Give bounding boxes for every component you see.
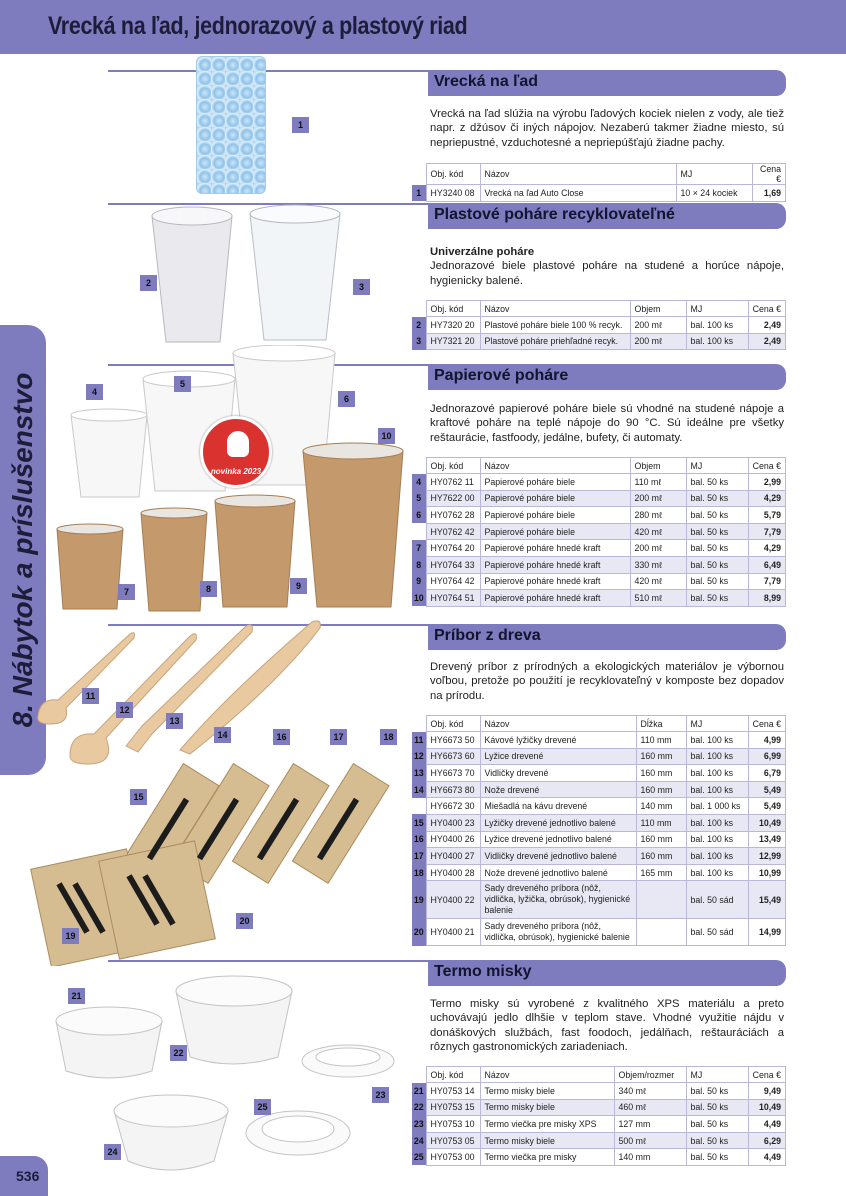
item-number: 7 xyxy=(412,540,426,557)
table-row xyxy=(412,814,786,831)
product-table-plastic xyxy=(412,300,786,350)
table-cell: bal. 50 ks xyxy=(686,474,748,491)
table-cell: Vidličky drevené jednotlivo balené xyxy=(480,848,636,865)
table-row xyxy=(412,590,786,607)
section-rule xyxy=(108,960,428,962)
table-row xyxy=(412,540,786,557)
table-cell: 200 mℓ xyxy=(630,333,686,350)
table-cell: Papierové poháre hnedé kraft xyxy=(480,556,630,573)
price-cell: 15,49 xyxy=(748,881,786,919)
item-number: 24 xyxy=(412,1132,426,1149)
item-number: 10 xyxy=(412,590,426,607)
image-label: 11 xyxy=(82,688,99,704)
item-number: 4 xyxy=(412,474,426,491)
price-cell: 9,49 xyxy=(748,1083,786,1100)
item-number: 19 xyxy=(412,881,426,919)
item-number: 20 xyxy=(412,919,426,946)
section-header-thermo xyxy=(428,960,786,986)
image-label: 12 xyxy=(116,702,133,718)
table-cell: Plastové poháre biele 100 % recyk. xyxy=(480,317,630,334)
section-header-wood xyxy=(428,624,786,650)
table-cell xyxy=(636,919,686,946)
table-cell: Nože drevené xyxy=(480,781,636,798)
table-row xyxy=(412,573,786,590)
section-rule xyxy=(108,70,428,72)
table-cell: HY3240 08 xyxy=(426,185,480,202)
page-number-box xyxy=(0,1156,48,1196)
table-row xyxy=(412,831,786,848)
table-cell: HY6673 60 xyxy=(426,748,480,765)
table-cell: 280 mℓ xyxy=(630,507,686,524)
column-header xyxy=(412,716,426,732)
item-number: 2 xyxy=(412,317,426,334)
column-header xyxy=(412,1067,426,1083)
table-cell: 160 mm xyxy=(636,781,686,798)
lightbulb-icon xyxy=(227,431,249,457)
image-label: 21 xyxy=(68,988,85,1004)
table-cell: bal. 100 ks xyxy=(686,317,748,334)
table-row xyxy=(412,919,786,946)
table-cell: Papierové poháre biele xyxy=(480,474,630,491)
price-cell: 14,99 xyxy=(748,919,786,946)
price-cell: 10,99 xyxy=(748,864,786,881)
price-cell: 6,79 xyxy=(748,765,786,782)
price-cell: 2,49 xyxy=(748,333,786,350)
price-cell: 4,49 xyxy=(748,1149,786,1166)
table-cell: HY0400 22 xyxy=(426,881,480,919)
page-number: 536 xyxy=(16,1168,40,1184)
item-number: 6 xyxy=(412,507,426,524)
table-row xyxy=(412,881,786,919)
table-cell: HY0762 28 xyxy=(426,507,480,524)
image-label: 9 xyxy=(290,578,307,594)
table-cell: HY0764 20 xyxy=(426,540,480,557)
column-header: Cena € xyxy=(752,164,786,185)
section-header-ice xyxy=(428,70,786,96)
section-title: Termo misky xyxy=(434,963,532,980)
table-row xyxy=(412,185,786,202)
table-cell: Papierové poháre biele xyxy=(480,523,630,540)
table-cell: Termo viečka pre misky xyxy=(480,1149,614,1166)
table-row xyxy=(412,1099,786,1116)
table-cell: HY0753 10 xyxy=(426,1116,480,1133)
table-row xyxy=(412,732,786,749)
table-cell: 420 mℓ xyxy=(630,523,686,540)
image-label: 5 xyxy=(174,376,191,392)
item-number: 12 xyxy=(412,748,426,765)
table-cell: 160 mm xyxy=(636,748,686,765)
image-label: 22 xyxy=(170,1045,187,1061)
column-header: Názov xyxy=(480,301,630,317)
table-row xyxy=(412,556,786,573)
table-cell: HY0764 33 xyxy=(426,556,480,573)
section-desc-wood: Drevený príbor z prírodných a ekologických materiálov je výbornou voľbou, pretože po použití je recyklovateľný v komposte bez dopadov na prírodu. xyxy=(430,661,784,702)
table-cell: HY0753 14 xyxy=(426,1083,480,1100)
price-cell: 13,49 xyxy=(748,831,786,848)
column-header: Obj. kód xyxy=(426,716,480,732)
item-number: 22 xyxy=(412,1099,426,1116)
table-cell: Nože drevené jednotlivo balené xyxy=(480,864,636,881)
table-cell: 460 mℓ xyxy=(614,1099,686,1116)
column-header: Názov xyxy=(480,458,630,474)
table-cell: HY0762 42 xyxy=(426,523,480,540)
image-label: 14 xyxy=(214,727,231,743)
table-cell: bal. 100 ks xyxy=(686,765,748,782)
column-header: Cena € xyxy=(748,716,786,732)
table-row xyxy=(412,474,786,491)
image-label: 17 xyxy=(330,729,347,745)
price-cell: 5,49 xyxy=(748,781,786,798)
table-row xyxy=(412,490,786,507)
table-cell: bal. 50 ks xyxy=(686,1132,748,1149)
table-cell: HY0753 00 xyxy=(426,1149,480,1166)
table-row xyxy=(412,781,786,798)
column-header: MJ xyxy=(686,1067,748,1083)
table-cell: bal. 100 ks xyxy=(686,333,748,350)
image-label: 2 xyxy=(140,275,157,291)
price-cell: 2,49 xyxy=(748,317,786,334)
image-label: 15 xyxy=(130,789,147,805)
item-number: 18 xyxy=(412,864,426,881)
table-cell: 110 mm xyxy=(636,732,686,749)
table-cell: bal. 50 sád xyxy=(686,881,748,919)
table-cell: bal. 100 ks xyxy=(686,814,748,831)
table-cell: 340 mℓ xyxy=(614,1083,686,1100)
table-cell: Kávové lyžičky drevené xyxy=(480,732,636,749)
table-cell: HY0400 21 xyxy=(426,919,480,946)
item-number: 21 xyxy=(412,1083,426,1100)
image-label: 23 xyxy=(372,1087,389,1103)
image-label: 10 xyxy=(378,428,395,444)
table-cell: 127 mm xyxy=(614,1116,686,1133)
table-cell: HY0400 27 xyxy=(426,848,480,865)
price-cell: 4,29 xyxy=(748,540,786,557)
table-cell: 140 mm xyxy=(636,798,686,815)
image-label: 19 xyxy=(62,928,79,944)
item-number: 16 xyxy=(412,831,426,848)
price-cell: 12,99 xyxy=(748,848,786,865)
table-cell: HY0764 51 xyxy=(426,590,480,607)
top-banner xyxy=(0,0,846,54)
table-cell: bal. 50 ks xyxy=(686,1099,748,1116)
table-cell: Sady dreveného príbora (nôž, vidlička, obrúsok), hygienické balenie xyxy=(480,919,636,946)
price-cell: 6,49 xyxy=(748,556,786,573)
image-label: 16 xyxy=(273,729,290,745)
item-number: 15 xyxy=(412,814,426,831)
image-label: 8 xyxy=(200,581,217,597)
table-cell: Plastové poháre priehľadné recyk. xyxy=(480,333,630,350)
price-cell: 2,99 xyxy=(748,474,786,491)
image-label: 4 xyxy=(86,384,103,400)
table-cell: Termo viečka pre misky XPS xyxy=(480,1116,614,1133)
table-cell: HY7622 00 xyxy=(426,490,480,507)
item-number: 25 xyxy=(412,1149,426,1166)
column-header: Objem xyxy=(630,458,686,474)
section-desc-thermo: Termo misky sú vyrobené z kvalitného XPS materiálu a preto uchovávajú jedlo dlhšie v teplom stave. Vhodné využitie nájdu v donáškových službách, fast foodoch, jedálňach, reštauráciách a rôznych gastronomických zariadeniach. xyxy=(430,998,784,1054)
table-cell: HY7321 20 xyxy=(426,333,480,350)
table-cell: HY6673 80 xyxy=(426,781,480,798)
table-cell: Papierové poháre biele xyxy=(480,490,630,507)
table-row xyxy=(412,1132,786,1149)
table-cell: Miešadlá na kávu drevené xyxy=(480,798,636,815)
section-title: Plastové poháre recyklovateľné xyxy=(434,206,675,223)
section-desc-paper: Jednorazové papierové poháre biele sú vhodné na studené nápoje a kraftové poháre na teplé nápoje do 90 °C. Sú ideálne pre všetky reštaurácie, fastfoody, jedálne, bufety, či automaty. xyxy=(430,403,784,444)
price-cell: 4,99 xyxy=(748,732,786,749)
item-number xyxy=(412,798,426,815)
image-label: 24 xyxy=(104,1144,121,1160)
item-number: 1 xyxy=(412,185,426,202)
table-cell: bal. 50 sád xyxy=(686,919,748,946)
column-header: Cena € xyxy=(748,458,786,474)
table-row xyxy=(412,748,786,765)
product-table-paper xyxy=(412,457,786,607)
table-cell: HY0400 26 xyxy=(426,831,480,848)
table-cell: 500 mℓ xyxy=(614,1132,686,1149)
table-cell: bal. 100 ks xyxy=(686,864,748,881)
column-header: Objem xyxy=(630,301,686,317)
column-header: MJ xyxy=(686,301,748,317)
column-header xyxy=(412,458,426,474)
table-row xyxy=(412,848,786,865)
table-cell: bal. 50 ks xyxy=(686,573,748,590)
table-cell: Termo misky biele xyxy=(480,1099,614,1116)
table-cell: bal. 100 ks xyxy=(686,781,748,798)
column-header: Cena € xyxy=(748,301,786,317)
table-cell: 200 mℓ xyxy=(630,317,686,334)
item-number: 13 xyxy=(412,765,426,782)
plastic-cups-image xyxy=(140,200,350,350)
column-header: Cena € xyxy=(748,1067,786,1083)
column-header: Objem/rozmer xyxy=(614,1067,686,1083)
table-cell: bal. 50 ks xyxy=(686,1083,748,1100)
item-number: 17 xyxy=(412,848,426,865)
column-header: Obj. kód xyxy=(426,301,480,317)
price-cell: 1,69 xyxy=(752,185,786,202)
table-cell: bal. 100 ks xyxy=(686,748,748,765)
table-cell: HY0753 15 xyxy=(426,1099,480,1116)
table-cell: HY6672 30 xyxy=(426,798,480,815)
column-header: MJ xyxy=(686,458,748,474)
item-number: 8 xyxy=(412,556,426,573)
new-2023-badge xyxy=(200,416,272,488)
image-label: 7 xyxy=(118,584,135,600)
table-cell: Termo misky biele xyxy=(480,1083,614,1100)
item-number: 23 xyxy=(412,1116,426,1133)
table-cell: 420 mℓ xyxy=(630,573,686,590)
table-cell: Vrecká na ľad Auto Close xyxy=(480,185,676,202)
table-cell: Papierové poháre hnedé kraft xyxy=(480,573,630,590)
section-desc-plastic: Univerzálne poháre Jednorazové biele plastové poháre na studené a horúce nápoje, hygienicky balené. xyxy=(430,246,784,287)
table-row xyxy=(412,333,786,350)
column-header: Názov xyxy=(480,716,636,732)
product-table-ice xyxy=(412,163,786,202)
section-title: Príbor z dreva xyxy=(434,627,541,644)
table-cell: 110 mm xyxy=(636,814,686,831)
table-cell: bal. 100 ks xyxy=(686,831,748,848)
ice-bag-image xyxy=(196,56,266,194)
table-cell: bal. 1 000 ks xyxy=(686,798,748,815)
table-cell: 110 mℓ xyxy=(630,474,686,491)
column-header: Obj. kód xyxy=(426,1067,480,1083)
badge-text: novinka 2023 xyxy=(210,467,262,476)
table-row xyxy=(412,1083,786,1100)
table-row xyxy=(412,864,786,881)
price-cell: 8,99 xyxy=(748,590,786,607)
chapter-label: 8. Nábytok a príslušenstvo xyxy=(7,372,38,728)
item-number: 14 xyxy=(412,781,426,798)
table-cell: bal. 50 ks xyxy=(686,1116,748,1133)
table-row xyxy=(412,523,786,540)
table-cell: HY0400 23 xyxy=(426,814,480,831)
image-label: 3 xyxy=(353,279,370,295)
table-cell: 140 mm xyxy=(614,1149,686,1166)
price-cell: 4,29 xyxy=(748,490,786,507)
table-cell: 200 mℓ xyxy=(630,540,686,557)
table-cell: 160 mm xyxy=(636,848,686,865)
table-cell: 165 mm xyxy=(636,864,686,881)
column-header: Názov xyxy=(480,1067,614,1083)
column-header: Obj. kód xyxy=(426,164,480,185)
table-cell: HY0764 42 xyxy=(426,573,480,590)
table-cell: bal. 50 ks xyxy=(686,1149,748,1166)
price-cell: 10,49 xyxy=(748,814,786,831)
table-row xyxy=(412,1149,786,1166)
table-cell: 160 mm xyxy=(636,831,686,848)
product-table-thermo xyxy=(412,1066,786,1166)
section-header-paper xyxy=(428,364,786,390)
table-cell: Termo misky biele xyxy=(480,1132,614,1149)
image-label: 20 xyxy=(236,913,253,929)
price-cell: 6,29 xyxy=(748,1132,786,1149)
table-cell: bal. 50 ks xyxy=(686,556,748,573)
column-header: MJ xyxy=(686,716,748,732)
table-cell: Lyžice drevené jednotlivo balené xyxy=(480,831,636,848)
item-number: 5 xyxy=(412,490,426,507)
table-cell: 10 × 24 kociek xyxy=(676,185,752,202)
product-table-wood xyxy=(412,715,786,946)
image-label: 25 xyxy=(254,1099,271,1115)
table-cell: 330 mℓ xyxy=(630,556,686,573)
price-cell: 6,99 xyxy=(748,748,786,765)
table-cell: Lyžice drevené xyxy=(480,748,636,765)
table-row xyxy=(412,765,786,782)
column-header: Dĺžka xyxy=(636,716,686,732)
table-row xyxy=(412,798,786,815)
table-cell: Papierové poháre hnedé kraft xyxy=(480,590,630,607)
image-label: 6 xyxy=(338,391,355,407)
price-cell: 5,79 xyxy=(748,507,786,524)
price-cell: 10,49 xyxy=(748,1099,786,1116)
price-cell: 7,79 xyxy=(748,523,786,540)
column-header: Obj. kód xyxy=(426,458,480,474)
table-cell: bal. 50 ks xyxy=(686,523,748,540)
wooden-cutlery-image xyxy=(30,616,410,966)
column-header xyxy=(412,301,426,317)
table-cell: bal. 50 ks xyxy=(686,540,748,557)
table-cell: bal. 50 ks xyxy=(686,490,748,507)
section-title: Papierové poháre xyxy=(434,367,569,384)
table-cell: HY6673 50 xyxy=(426,732,480,749)
table-cell: 200 mℓ xyxy=(630,490,686,507)
image-label: 1 xyxy=(292,117,309,133)
column-header xyxy=(412,164,426,185)
table-cell: Papierové poháre hnedé kraft xyxy=(480,540,630,557)
image-label: 18 xyxy=(380,729,397,745)
section-title: Vrecká na ľad xyxy=(434,73,539,90)
table-cell: 510 mℓ xyxy=(630,590,686,607)
price-cell: 4,49 xyxy=(748,1116,786,1133)
table-cell: HY0400 28 xyxy=(426,864,480,881)
column-header: MJ xyxy=(676,164,752,185)
table-cell: HY6673 70 xyxy=(426,765,480,782)
section-desc-ice: Vrecká na ľad slúžia na výrobu ľadových kociek nielen z vody, ale tiež napr. z džúsov či iných nápojov. Nezaberú takmer žiadne miesto, sú nepriepustné, vzduchotesné a nepriepúšťajú žiadne pachy. xyxy=(430,108,784,149)
table-cell: Papierové poháre biele xyxy=(480,507,630,524)
section-subtitle: Univerzálne poháre xyxy=(430,246,535,258)
table-cell: bal. 50 ks xyxy=(686,590,748,607)
table-cell: bal. 100 ks xyxy=(686,732,748,749)
price-cell: 5,49 xyxy=(748,798,786,815)
table-row xyxy=(412,507,786,524)
table-cell: HY7320 20 xyxy=(426,317,480,334)
page-title: Vrecká na ľad, jednorazový a plastový riad xyxy=(48,12,468,40)
price-cell: 7,79 xyxy=(748,573,786,590)
image-label: 13 xyxy=(166,713,183,729)
item-number: 3 xyxy=(412,333,426,350)
item-number: 9 xyxy=(412,573,426,590)
table-row xyxy=(412,317,786,334)
item-number xyxy=(412,523,426,540)
table-cell: Sady dreveného príbora (nôž, vidlička, lyžička, obrúsok), hygienické balenie xyxy=(480,881,636,919)
item-number: 11 xyxy=(412,732,426,749)
table-cell: HY0753 05 xyxy=(426,1132,480,1149)
column-header: Názov xyxy=(480,164,676,185)
table-cell: Lyžičky drevené jednotlivo balené xyxy=(480,814,636,831)
table-row xyxy=(412,1116,786,1133)
table-cell: HY0762 11 xyxy=(426,474,480,491)
table-cell xyxy=(636,881,686,919)
section-header-plastic xyxy=(428,203,786,229)
table-cell: bal. 50 ks xyxy=(686,507,748,524)
table-cell: bal. 100 ks xyxy=(686,848,748,865)
table-cell: 160 mm xyxy=(636,765,686,782)
table-cell: Vidličky drevené xyxy=(480,765,636,782)
